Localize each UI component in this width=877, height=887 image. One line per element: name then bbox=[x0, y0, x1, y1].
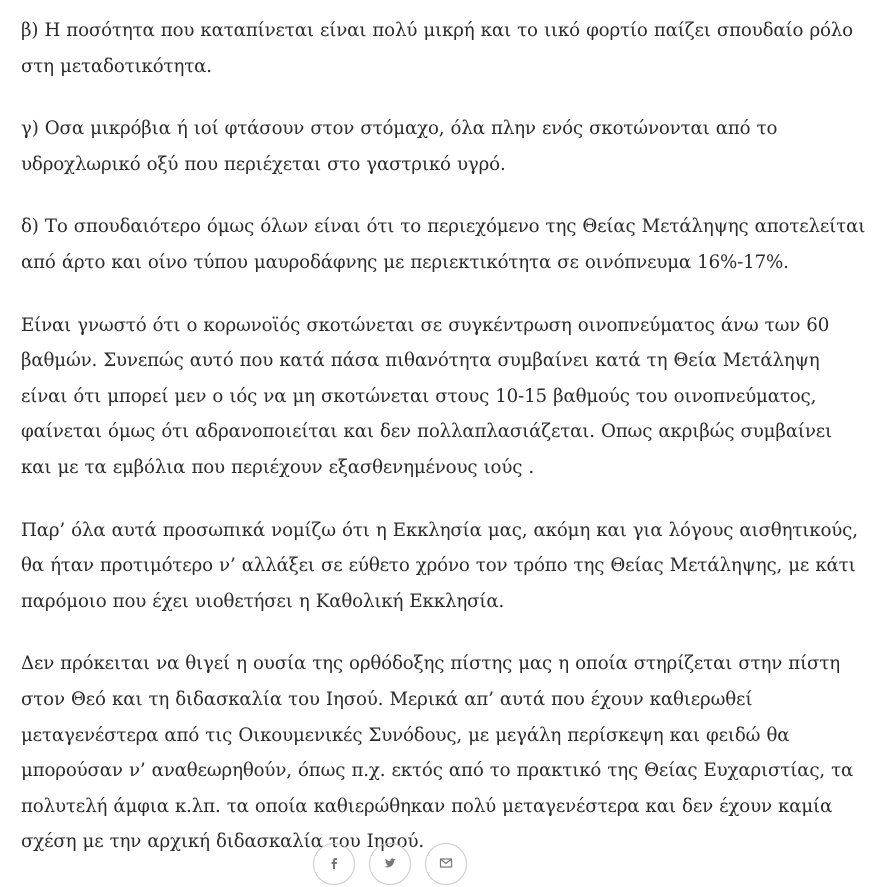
twitter-icon bbox=[383, 855, 397, 874]
paragraph-faith: Δεν πρόκειται να θιγεί η ουσία της ορθόδοξης πίστης μας η οποία στηρίζεται στην πίστη στον Θεό και τη διδασκαλία του Ιησού. Μερικά απ’ αυτά που έχουν καθιερωθεί μεταγενέστερα από τις Οικουμενικές Συνόδους, με μεγάλη περίσκεψη και φειδώ θα μπορούσαν ν’ αναθεωρηθούν, όπως π.χ. εκτός από το πρακτικό της Θείας Ευχαριστίας, τα πολυτελή άμφια κ.λπ. τα οποία καθιερώθηκαν πολύ μεταγενέστερα και δεν έχουν καμία σχέση με την αρχική διδασκαλία του Ιησού. bbox=[21, 653, 854, 853]
facebook-icon bbox=[327, 855, 341, 874]
paragraph-alcohol: Είναι γνωστό ότι ο κορωνοϊός σκοτώνεται σε συγκέντρωση οινοπνεύματος άνω των 60 βαθμών. Συνεπώς αυτό που κατά πάσα πιθανότητα συμβαίνει κατά τη Θεία Μετάληψη είναι ότι μπορεί μεν ο ιός να μη σκοτώνεται στους 10-15 βαθμούς του οινοπνεύματος, φαίνεται όμως ότι αδρανοποιείται και δεν πολλαπλασιάζεται. Οπως ακριβώς συμβαίνει και με τα εμβόλια που περιέχουν εξασθενημένους ιούς . bbox=[21, 314, 832, 478]
share-buttons bbox=[313, 843, 467, 885]
paragraph-opinion: Παρ’ όλα αυτά προσωπικά νομίζω ότι η Εκκλησία μας, ακόμη και για λόγους αισθητικούς, θα ήταν προτιμότερο ν’ αλλάξει σε εύθετο χρόνο τον τρόπο της Θείας Μετάληψης, με κάτι παρόμοιο που έχει υιοθετήσει η Καθολική Εκκλησία. bbox=[21, 519, 858, 612]
share-facebook-button[interactable] bbox=[313, 843, 355, 885]
paragraph-delta: δ) Το σπουδαιότερο όμως όλων είναι ότι το περιεχόμενο της Θείας Μετάληψης αποτελείται από άρτο και οίνο τύπου μαυροδάφνης με περιεκτικότητα σε οινόπνευμα 16%-17%. bbox=[21, 216, 866, 273]
article-body bbox=[21, 13, 866, 887]
share-email-button[interactable] bbox=[425, 843, 467, 885]
paragraph-beta: β) Η ποσότητα που καταπίνεται είναι πολύ μικρή και το ιικό φορτίο παίζει σπουδαίο ρόλο στη μεταδοτικότητα. bbox=[21, 20, 853, 77]
email-icon bbox=[439, 855, 453, 874]
paragraph-gamma: γ) Οσα μικρόβια ή ιοί φτάσουν στον στόμαχο, όλα πλην ενός σκοτώνονται από το υδροχλωρικό οξύ που περιέχεται στο γαστρικό υγρό. bbox=[21, 118, 778, 175]
share-twitter-button[interactable] bbox=[369, 843, 411, 885]
